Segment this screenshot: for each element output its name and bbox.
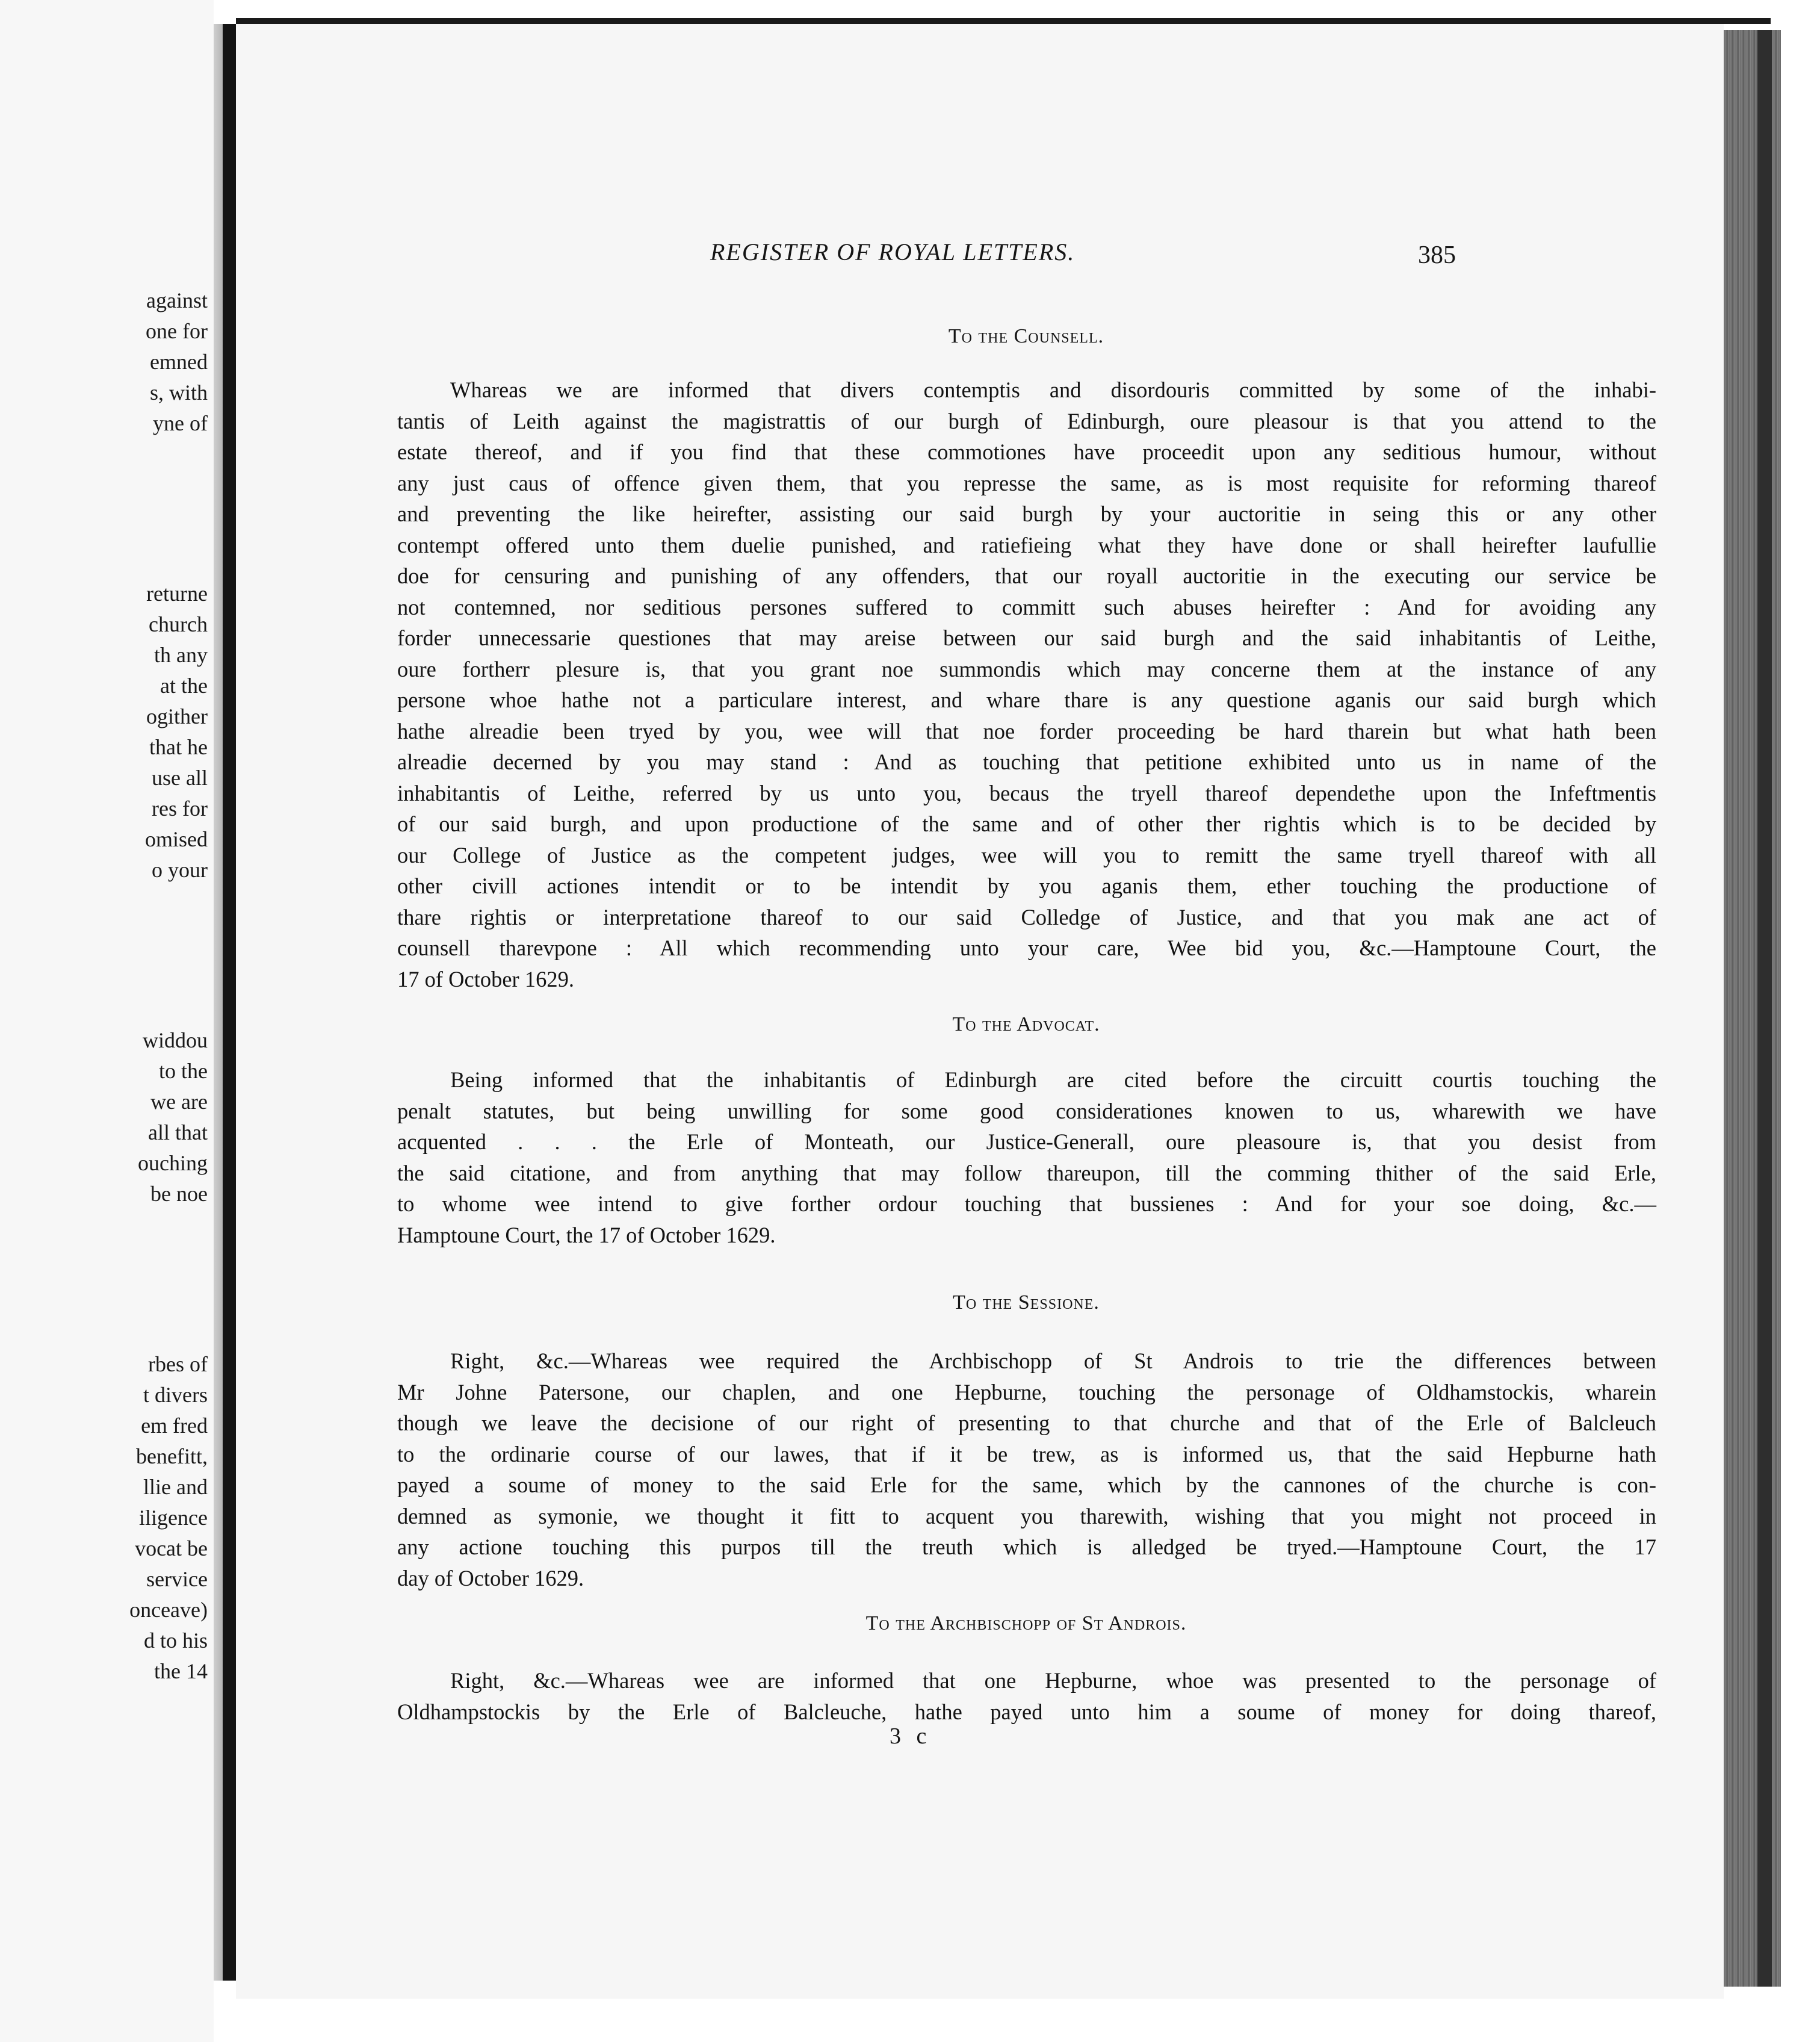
text-line: doe for censuring and punishing of any offenders, that our royall auctoritie in the executing our service be <box>397 563 1656 588</box>
left-page-fragment: rbes of <box>148 1352 208 1376</box>
text-line: inhabitantis of Leithe, referred by us unto you, becaus the tryell thareof dependethe upon the Infeftmentis <box>397 780 1656 805</box>
left-page-fragment: to the <box>159 1059 208 1083</box>
left-page-fragment: iligence <box>139 1506 208 1530</box>
text-line: Hamptoune Court, the 17 of October 1629. <box>397 1222 776 1247</box>
page-edges-shadow <box>1757 30 1772 1987</box>
text-line: persone whoe hathe not a particulare interest, and whare thare is any questione aganis our said burgh which <box>397 687 1656 712</box>
text-line: demned as symonie, we thought it fitt to acquent you tharewith, wishing that you might not proceed in <box>397 1503 1656 1528</box>
printer-signature-mark: 3 c <box>890 1724 932 1749</box>
left-page-fragment: ogither <box>146 704 208 728</box>
left-page-fragment: yne of <box>153 411 208 435</box>
left-page-fragment: returne <box>146 582 208 606</box>
text-line: tantis of Leith against the magistrattis of our burgh of Edinburgh, oure pleasour is that you attend to the <box>397 408 1656 433</box>
section-heading: To the Counsell. <box>948 325 1104 347</box>
left-page-fragment: use all <box>152 766 208 790</box>
left-page-fragment: th any <box>154 643 208 667</box>
text-line: Right, &c.—Whareas wee required the Archbischopp of St Androis to trie the differences between <box>450 1348 1656 1373</box>
left-page-fragment: s, with <box>149 380 208 405</box>
text-line: our College of Justice as the competent judges, wee will you to remitt the same tryell thareof with all <box>397 842 1656 867</box>
text-line: contempt offered unto them duelie punished, and ratiefieing what they have done or shall heirefter laufullie <box>397 532 1656 557</box>
section-heading: To the Advocat. <box>952 1013 1100 1035</box>
text-line: payed a soume of money to the said Erle for the same, which by the cannones of the churche is con- <box>397 1473 1656 1497</box>
left-page-fragment: vocat be <box>135 1536 208 1560</box>
text-line: forder unnecessarie questiones that may areise between our said burgh and the said inhabitantis of Leithe, <box>397 625 1656 650</box>
section-heading: To the Sessione. <box>953 1291 1100 1314</box>
text-line: 17 of October 1629. <box>397 966 574 992</box>
text-line: hathe alreadie been tryed by you, wee will that noe forder proceeding be hard tharein but what hath been <box>397 718 1656 743</box>
letter-paragraph <box>397 1064 1656 1250</box>
left-page-fragment: res for <box>152 796 208 821</box>
text-line: to the ordinarie course of our lawes, that if it be trew, as is informed us, that the said Hepburne hath <box>397 1441 1656 1466</box>
text-line: other civill actiones intendit or to be intendit by you aganis them, ether touching the productione of <box>397 874 1656 898</box>
page-number: 385 <box>1418 241 1456 269</box>
text-line: of our said burgh, and upon productione of the same and of other ther rightis which is to be decided by <box>397 812 1656 836</box>
left-page-fragment: at the <box>160 674 208 698</box>
section-heading: To the Archbischopp of St Androis. <box>865 1612 1187 1634</box>
left-page-fragment: all that <box>148 1120 208 1144</box>
text-line: to whome wee intend to give forther ordour touching that bussienes : And for your soe doing, &c.— <box>397 1191 1656 1216</box>
text-line: estate thereof, and if you find that these commotiones have proceedit upon any seditious humour, without <box>397 439 1656 464</box>
left-page-fragment: emned <box>150 350 208 374</box>
left-page-fragment: we are <box>150 1090 208 1114</box>
running-head: REGISTER OF ROYAL LETTERS. <box>710 238 1076 265</box>
text-line: day of October 1629. <box>397 1565 584 1590</box>
book-gutter <box>223 24 236 1981</box>
left-page-fragment: llie and <box>143 1475 208 1499</box>
text-line: Whareas we are informed that divers contemptis and disordouris committed by some of the inhabi- <box>450 377 1656 402</box>
left-page-fragment: be noe <box>150 1182 208 1206</box>
left-facing-page <box>0 0 214 2042</box>
left-page-fragment: the 14 <box>154 1659 208 1683</box>
left-page-fragment: one for <box>146 319 208 343</box>
letter-paragraph <box>397 1345 1656 1594</box>
left-page-fragment: ouching <box>138 1151 208 1175</box>
left-page-fragment: against <box>146 288 208 312</box>
text-line: not contemned, nor seditious persones suffered to committ such abuses heirefter : And for avoiding any <box>397 594 1656 619</box>
text-line: any just caus of offence given them, that you represse the same, as is most requisite for reforming thareof <box>397 470 1656 495</box>
text-line: Being informed that the inhabitantis of Edinburgh are cited before the circuitt courtis touching the <box>450 1067 1656 1092</box>
left-page-fragment: that he <box>149 735 208 759</box>
text-line: thare rightis or interpretatione thareof to our said Colledge of Justice, and that you mak ane act of <box>397 904 1656 929</box>
left-page-fragment: service <box>146 1567 208 1591</box>
left-page-fragment: t divers <box>143 1383 208 1407</box>
text-line: any actione touching this purpos till the treuth which is alledged be tryed.—Hamptoune Court, the 17 <box>397 1535 1656 1559</box>
letter-paragraph <box>397 374 1656 995</box>
page-top-edge <box>236 18 1771 24</box>
left-page-fragment: omised <box>145 827 208 851</box>
left-page-fragment: o your <box>152 858 208 882</box>
text-line: and preventing the like heirefter, assisting our said burgh by your auctoritie in seing this or any other <box>397 501 1656 526</box>
text-line: Mr Johne Patersone, our chaplen, and one Hepburne, touching the personage of Oldhamstockis, wharein <box>397 1379 1656 1404</box>
text-line: Oldhampstockis by the Erle of Balcleuche, hathe payed unto him a soume of money for doing thareof, <box>397 1699 1656 1724</box>
page-edges-stack <box>1724 30 1781 1987</box>
left-page-fragment: d to his <box>143 1628 208 1653</box>
text-line: penalt statutes, but being unwilling for some good considerationes knowen to us, wharewith we have <box>397 1098 1656 1123</box>
text-line: the said citatione, and from anything that may follow thareupon, till the comming thither of the said Erle, <box>397 1160 1656 1185</box>
left-page-fragment: onceave) <box>129 1598 208 1622</box>
text-line: though we leave the decisione of our right of presenting to that churche and that of the Erle of Balcleuch <box>397 1410 1656 1435</box>
text-line: acquented . . . the Erle of Monteath, our Justice-Generall, oure pleasoure is, that you desist from <box>397 1129 1656 1154</box>
text-line: oure fortherr plesure is, that you grant noe summondis which may concerne them at the instance of any <box>397 656 1656 681</box>
left-page-fragment: church <box>149 612 208 636</box>
text-line: Right, &c.—Whareas wee are informed that one Hepburne, whoe was presented to the personage of <box>450 1668 1656 1693</box>
letter-paragraph <box>397 1665 1656 1727</box>
left-page-fragment: benefitt, <box>136 1444 208 1468</box>
left-page-fragment: widdou <box>143 1028 208 1052</box>
text-line: counsell tharevpone : All which recommending unto your care, Wee bid you, &c.—Hamptoune Court, the <box>397 936 1656 960</box>
text-line: alreadie decerned by you may stand : And as touching that petitione exhibited unto us in name of the <box>397 749 1656 774</box>
left-page-fragment: em fred <box>141 1414 208 1438</box>
